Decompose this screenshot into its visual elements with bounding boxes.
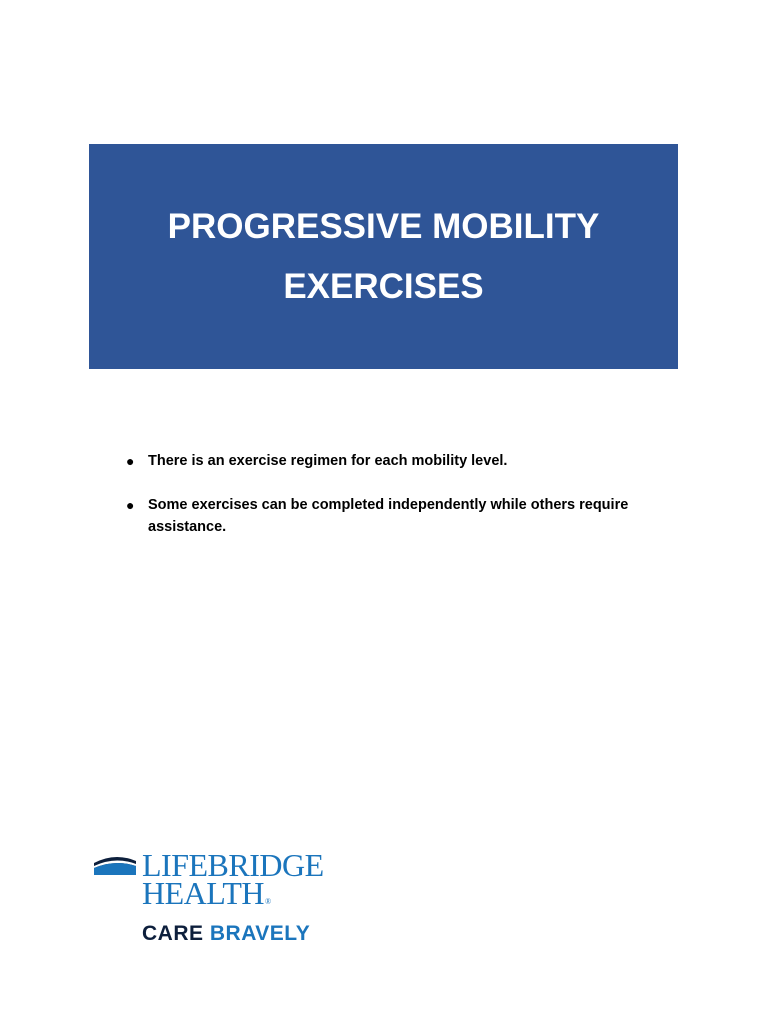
bridge-icon <box>94 854 136 875</box>
list-item <box>120 450 640 472</box>
page-title-line-1: PROGRESSIVE MOBILITY <box>167 206 600 246</box>
title-banner <box>89 144 678 369</box>
tagline-care: CARE <box>142 922 204 945</box>
tagline-bravely: BRAVELY <box>209 922 311 945</box>
list-item-text: Some exercises can be completed independently while others require assistance. <box>148 497 629 535</box>
logo-wordmark-line-1: LIFEBRIDGE <box>142 847 324 883</box>
list-item-text: There is an exercise regimen for each mobility level. <box>148 453 508 469</box>
lifebridge-logo <box>94 848 334 948</box>
list-item <box>120 494 640 538</box>
bullet-icon: ● <box>126 453 135 469</box>
logo-wordmark-line-2: HEALTH® <box>142 875 271 911</box>
logo-tagline <box>142 922 310 946</box>
page-title-line-2: EXERCISES <box>283 266 484 306</box>
registered-mark: ® <box>265 897 271 906</box>
bullet-list <box>120 450 640 560</box>
bullet-icon: ● <box>126 497 135 513</box>
